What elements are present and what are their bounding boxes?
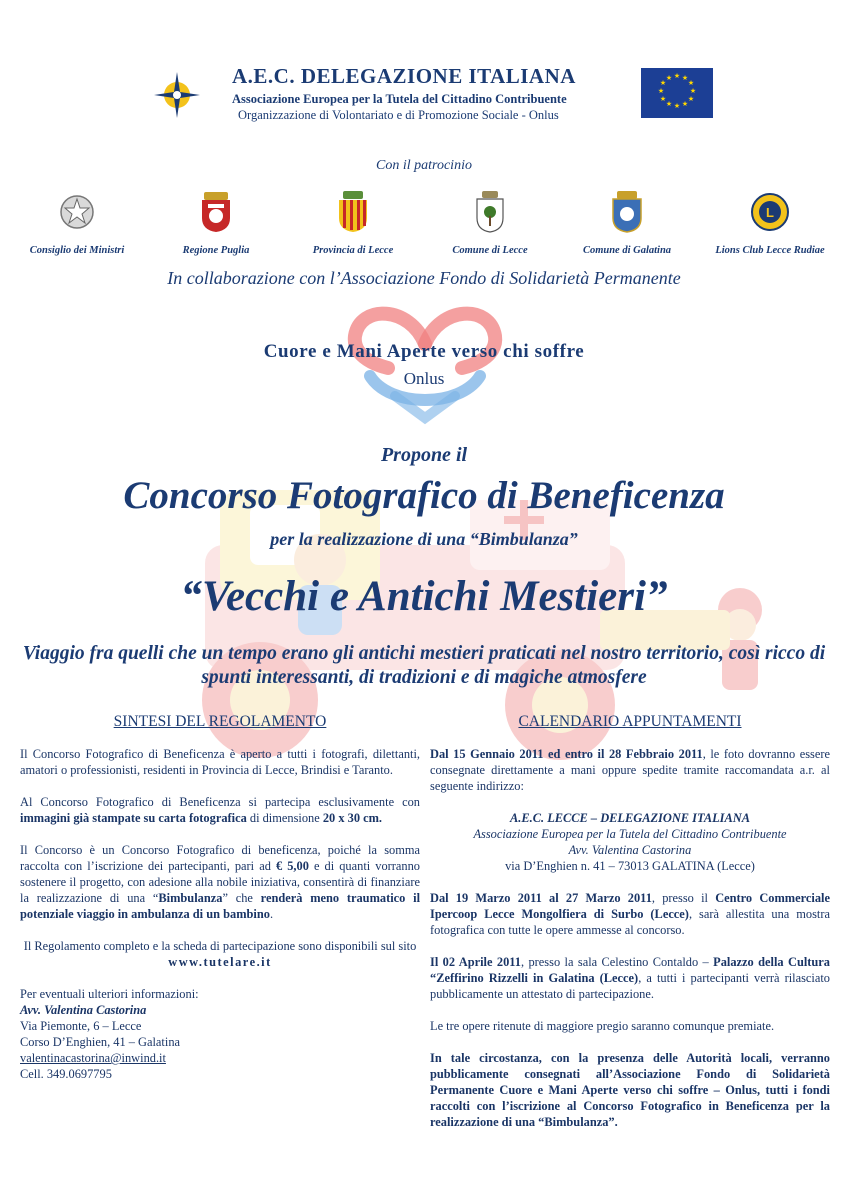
patron-label: Regione Puglia [182,245,250,256]
svg-text:★: ★ [657,87,665,95]
collaboration-line: In collaborazione con l’Associazione Fondo di Solidarietà Permanente [167,268,681,288]
patron-comune-di-galatina [557,190,697,256]
contest-theme: “Vecchi e Antichi Mestieri” [180,573,668,620]
website-link[interactable]: www.tutelare.it [168,955,272,969]
patron-comune-di-lecce [420,190,560,256]
calendar-paragraph-prizes: Le tre opere ritenute di maggiore pregio saranno comunque premiate. [430,1019,775,1033]
svg-text:★: ★ [673,72,681,80]
org-title: A.E.C. DELEGAZIONE ITALIANA [232,64,576,88]
contact-email-link[interactable]: valentinacastorina@inwind.it [20,1051,166,1065]
rules-heading: SINTESI DEL REGOLAMENTO [113,713,327,730]
calendar-column [430,746,830,1130]
patron-label: Comune di Lecce [452,245,528,256]
address-line-street: via D’Enghien n. 41 – 73013 GALATINA (Lecce) [505,859,755,873]
aec-logo [152,70,202,120]
svg-text:★: ★ [659,79,667,87]
calendar-paragraph-donation: In tale circostanza, con la presenza delle Autorità locali, verranno pubblicamente consegnati all’Associazione Fondo di Solidarietà Permanente Cuore e Mani Aperte verso chi soffre – Onlus, tutti i fondi raccolti con l’iscrizione al Concorso Fotografico in Beneficenza per la realizzazione di una “Bimbulanza”. [430,1051,830,1129]
patron-regione-puglia [146,190,286,256]
rules-paragraph-eligibility: Il Concorso Fotografico di Beneficenza è aperto a tutti i fotografi, dilettanti, amatori o professionisti, residenti in Provincia di Lecce, Brindisi e Taranto. [20,747,420,777]
svg-text:★: ★ [665,74,673,82]
rules-paragraph-charity: Il Concorso è un Concorso Fotografico di beneficenza, poiché la somma raccolta con l’iscrizione dei partecipanti, pari ad € 5,00 e di quanti vorranno sostenere il progetto, con adesione alla nobile iniziativa, consentirà di finanziare la realizzazione di una “Bimbulanza” che renderà meno traumatico il potenziale viaggio in ambulanza di un bambino. [20,843,421,921]
svg-text:★: ★ [681,100,689,108]
patron-lions-club [700,190,840,256]
address-line-contact: Avv. Valentina Castorina [568,843,692,857]
svg-text:★: ★ [665,100,673,108]
svg-text:L: L [766,205,774,220]
patron-label: Lions Club Lecce Rudiae [715,245,825,256]
provincia-di-lecce-crest-icon [333,190,373,234]
rules-paragraph-website: Il Regolamento completo e la scheda di partecipazione sono disponibili sul sito [23,939,417,953]
svg-text:★: ★ [659,95,667,103]
calendar-heading: CALENDARIO APPUNTAMENTI [518,713,742,730]
association-name: Cuore e Mani Aperte verso chi soffre [263,341,585,362]
calendar-paragraph-submission: Dal 15 Gennaio 2011 ed entro il 28 Febbraio 2011, le foto dovranno essere consegnate direttamente a mani oppure spedite tramite raccomandata a.r. al seguente indirizzo: [430,747,830,793]
contest-tagline: Viaggio fra quelli che un tempo erano gli antichi mestieri praticati nel nostro territorio, così ricco di spunti interessanti, di tradizioni e di magiche atmosfere [22,643,826,688]
address-line-assoc: Associazione Europea per la Tutela del Cittadino Contribuente [473,827,787,841]
regione-puglia-crest-icon [196,190,236,234]
contest-title: Concorso Fotografico di Beneficenza [123,474,725,517]
patron-label: Provincia di Lecce [312,245,394,256]
org-type: Organizzazione di Volontariato e di Promozione Sociale - Onlus [238,108,559,122]
calendar-paragraph-exhibition: Dal 19 Marzo 2011 al 27 Marzo 2011, presso il Centro Commerciale Ipercoop Lecce Mongolfiera di Surbo (Lecce), sarà allestita una mostra fotografica con tutte le opere ammesse al concorso. [430,891,830,937]
patron-provincia-di-lecce [283,190,423,256]
rules-column [20,746,420,1082]
svg-text:★: ★ [687,79,695,87]
italian-republic-emblem-icon [57,190,97,234]
patron-label: Comune di Galatina [582,245,672,256]
contest-purpose: per la realizzazione di una “Bimbulanza” [270,529,578,549]
submission-address [430,810,830,874]
contact-address-lecce: Via Piemonte, 6 – Lecce [20,1019,142,1033]
calendar-paragraph-ceremony: Il 02 Aprile 2011, presso la sala Celestino Contaldo – Palazzo della Cultura “Zeffirino Rizzelli in Galatina (Lecce), a tutti i partecipanti verrà rilasciato pubblicamente un attestato di partecipazione. [430,955,830,1001]
eu-flag-icon [641,68,713,118]
contact-address-galatina: Corso D’Enghien, 41 – Galatina [20,1035,181,1049]
contact-phone: Cell. 349.0697795 [20,1067,112,1081]
rules-paragraph-format: Al Concorso Fotografico di Beneficenza si partecipa esclusivamente con immagini già stampate su carta fotografica di dimensione 20 x 30 cm. [20,795,420,825]
svg-text:★: ★ [689,87,697,95]
comune-di-lecce-crest-icon [470,190,510,234]
lions-club-logo-icon [750,190,790,234]
svg-text:★: ★ [673,102,681,110]
contact-name: Avv. Valentina Castorina [20,1003,147,1017]
org-subtitle: Associazione Europea per la Tutela del Cittadino Contribuente [232,92,567,106]
svg-text:★: ★ [681,74,689,82]
patron-consiglio-dei-ministri [7,190,147,256]
address-line-org: A.E.C. LECCE – DELEGAZIONE ITALIANA [510,811,750,825]
patron-label: Consiglio dei Ministri [29,245,125,256]
propone-label: Propone il [380,444,468,466]
patronage-heading: Con il patrocinio [376,158,472,173]
association-suffix: Onlus [403,369,445,388]
comune-di-galatina-crest-icon [607,190,647,234]
svg-text:★: ★ [687,95,695,103]
info-intro: Per eventuali ulteriori informazioni: [20,987,199,1001]
